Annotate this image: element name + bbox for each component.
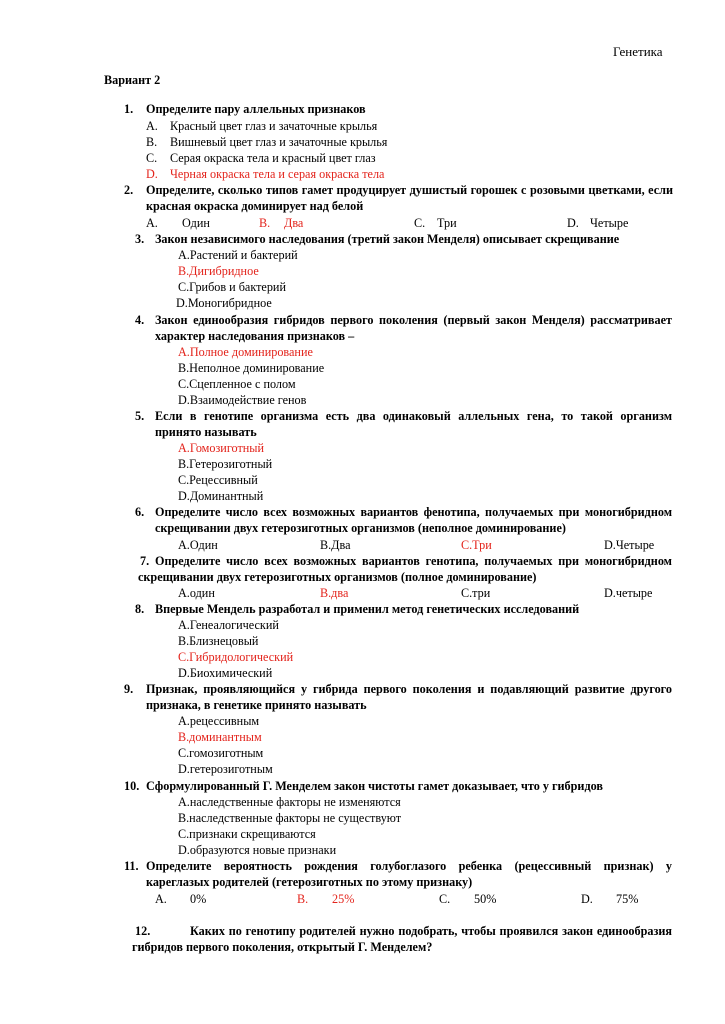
- question-text: гибридов первого поколения, открытый Г. Менделем?: [132, 940, 433, 954]
- option-label: C.: [146, 151, 158, 165]
- option-correct: B.Дигибридное: [178, 264, 259, 278]
- question-text: красная окраска доминирует над белой: [146, 199, 364, 213]
- option: A.один: [178, 586, 215, 600]
- question-text: Определите число всех возможных вариантов генотипа, получаемых при моногибридном: [155, 554, 672, 568]
- question-text: признака, в генетике принято называть: [146, 698, 367, 712]
- option-text: Один: [182, 216, 210, 230]
- option-text: 75%: [616, 892, 639, 906]
- option: B.наследственные факторы не существуют: [178, 811, 402, 825]
- option: C.Грибов и бактерий: [178, 280, 286, 294]
- option: C.признаки скрещиваются: [178, 827, 316, 841]
- option-text: Три: [437, 216, 457, 230]
- option: D.гетерозиготным: [178, 762, 273, 776]
- option: B.Неполное доминирование: [178, 361, 325, 375]
- question-number: 7.: [140, 554, 150, 568]
- question-text: Признак, проявляющийся у гибрида первого поколения и подавляющий развитие другого: [146, 682, 672, 696]
- option-label: A.: [155, 892, 167, 906]
- option-text: 50%: [474, 892, 497, 906]
- question-number: 6.: [135, 505, 145, 519]
- option-text: Красный цвет глаз и зачаточные крылья: [170, 119, 378, 133]
- option-correct: A.Полное доминирование: [178, 345, 313, 359]
- question-text: кареглазых родителей (гетерозиготных по этому признаку): [146, 875, 473, 889]
- question-text: Определите число всех возможных вариантов фенотипа, получаемых при моногибридном: [155, 505, 672, 519]
- option-correct: A.Гомозиготный: [178, 441, 265, 455]
- option-label: C.: [414, 216, 426, 230]
- option: C.Рецессивный: [178, 473, 258, 487]
- option: B.Гетерозиготный: [178, 457, 273, 471]
- option-correct: C.Гибридологический: [178, 650, 294, 664]
- option-text: Серая окраска тела и красный цвет глаз: [170, 151, 376, 165]
- option-text-correct: Два: [284, 216, 304, 230]
- option: B.Два: [320, 538, 351, 552]
- option: A.Один: [178, 538, 218, 552]
- option-label: A.: [146, 119, 158, 133]
- option-text: 0%: [190, 892, 207, 906]
- option-correct: B.доминантным: [178, 730, 262, 744]
- option: D.Биохимический: [178, 666, 273, 680]
- option: D.четыре: [604, 586, 653, 600]
- option-text-correct: Черная окраска тела и серая окраска тела: [170, 167, 385, 181]
- option-label: D.: [567, 216, 579, 230]
- question-text: Впервые Мендель разработал и применил метод генетических исследований: [155, 602, 580, 616]
- option: B.Близнецовый: [178, 634, 259, 648]
- question-text: Определите пару аллельных признаков: [146, 102, 366, 116]
- option-label-correct: D.: [146, 167, 158, 181]
- option-label: A.: [146, 216, 158, 230]
- page-header-subject: Генетика: [613, 44, 663, 59]
- question-number: 3.: [135, 232, 145, 246]
- question-number: 11.: [124, 859, 139, 873]
- question-text: Закон единообразия гибридов первого поколения (первый закон Менделя) рассматривает: [155, 313, 672, 327]
- option: A.наследственные факторы не изменяются: [178, 795, 401, 809]
- option: D.образуются новые признаки: [178, 843, 337, 857]
- option: D.Взаимодействие генов: [178, 393, 307, 407]
- option-text: Вишневый цвет глаз и зачаточные крылья: [170, 135, 388, 149]
- question-number: 2.: [124, 183, 134, 197]
- question-number: 9.: [124, 682, 134, 696]
- option-label-correct: B.: [259, 216, 271, 230]
- option-label: B.: [146, 135, 158, 149]
- question-number: 1.: [124, 102, 134, 116]
- question-text: характер наследования признаков –: [155, 329, 355, 343]
- variant-title: Вариант 2: [104, 73, 161, 87]
- option: C.Сцепленное с полом: [178, 377, 296, 391]
- option-label: C.: [439, 892, 451, 906]
- option: A.Генеалогический: [178, 618, 279, 632]
- option: D.Доминантный: [178, 489, 264, 503]
- option: D.Четыре: [604, 538, 655, 552]
- question-text: скрещивании двух гетерозиготных организмов (неполное доминирование): [155, 521, 566, 535]
- option-label-correct: B.: [297, 892, 309, 906]
- question-text: Каких по генотипу родителей нужно подобрать, чтобы проявился закон единообразия: [190, 924, 672, 938]
- question-number: 5.: [135, 409, 145, 423]
- option: C.гомозиготным: [178, 746, 264, 760]
- option: A.рецессивным: [178, 714, 260, 728]
- option: D.Моногибридное: [176, 296, 272, 310]
- option-text-correct: 25%: [332, 892, 355, 906]
- option: C.три: [461, 586, 491, 600]
- option-text: Четыре: [590, 216, 629, 230]
- question-number: 12.: [135, 924, 151, 938]
- question-number: 8.: [135, 602, 145, 616]
- option-label: D.: [581, 892, 593, 906]
- question-text: Определите, сколько типов гамет продуцирует душистый горошек с розовыми цветками, если: [146, 183, 673, 197]
- question-text: Если в генотипе организма есть два одинаковый аллельных гена, то такой организм: [155, 409, 672, 423]
- question-text: Сформулированный Г. Менделем закон чистоты гамет доказывает, что у гибридов: [146, 779, 603, 793]
- question-number: 4.: [135, 313, 145, 327]
- question-number: 10.: [124, 779, 140, 793]
- question-text: принято называть: [155, 425, 257, 439]
- option: A.Растений и бактерий: [178, 248, 298, 262]
- question-text: скрещивании двух гетерозиготных организмов (полное доминирование): [138, 570, 537, 584]
- option-correct: B.два: [320, 586, 349, 600]
- option-correct: C.Три: [461, 538, 492, 552]
- question-text: Закон независимого наследования (третий закон Менделя) описывает скрещивание: [155, 232, 620, 246]
- question-text: Определите вероятность рождения голубоглазого ребенка (рецессивный признак) у: [146, 859, 672, 873]
